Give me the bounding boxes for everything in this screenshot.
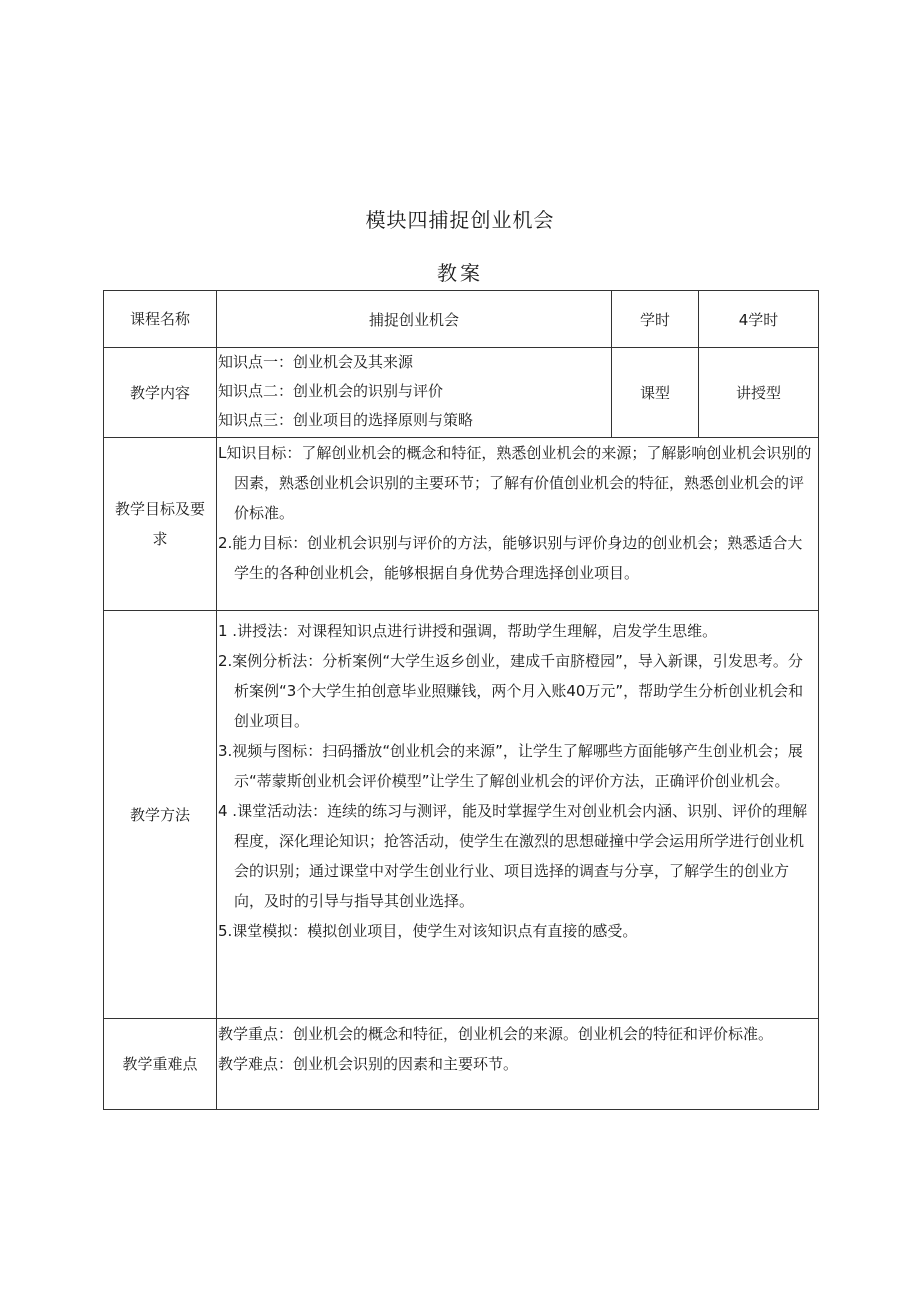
objective-item: 2.能力目标：创业机会识别与评价的方法，能够识别与评价身边的创业机会；熟悉适合大学生的各种创业机会，能够根据自身优势合理选择创业项目。	[218, 534, 803, 582]
hours-value: 4学时	[699, 291, 819, 348]
key-point-item: 教学难点：创业机会识别的因素和主要环节。	[218, 1055, 519, 1073]
table-row	[104, 348, 819, 438]
method-item: 4 .课堂活动法：连续的练习与测评，能及时掌握学生对创业机会内涵、识别、评价的理解程度，深化理论知识；抢答活动，使学生在激烈的思想碰撞中学会运用所学进行创业机会的识别；通过课堂中对学生创业行业、项目选择的调查与分享，了解学生的创业方向，及时的引导与指导其创业选择。	[218, 802, 808, 910]
teaching-method-cell	[217, 611, 819, 1019]
method-item: 1 .讲授法：对课程知识点进行讲授和强调，帮助学生理解，启发学生思维。	[218, 622, 718, 640]
course-name-label: 课程名称	[104, 291, 217, 348]
lesson-plan-table	[103, 290, 819, 1110]
content-item: 知识点三：创业项目的选择原则与策略	[218, 411, 474, 429]
objectives-label-line: 求	[152, 530, 168, 548]
teaching-content-cell	[217, 348, 612, 438]
lesson-type-value: 讲授型	[699, 348, 819, 438]
teaching-method-label: 教学方法	[104, 611, 217, 1019]
method-item: 5.课堂模拟：模拟创业项目，使学生对该知识点有直接的感受。	[218, 922, 638, 940]
key-point-item: 教学重点：创业机会的概念和特征，创业机会的来源。创业机会的特征和评价标准。	[218, 1025, 774, 1043]
table-row	[104, 438, 819, 611]
hours-label: 学时	[612, 291, 699, 348]
document-subtitle: 教案	[437, 261, 483, 285]
objectives-label	[104, 438, 217, 611]
content-item: 知识点一：创业机会及其来源	[218, 353, 414, 371]
method-item: 3.视频与图标：扫码播放“创业机会的来源”，让学生了解哪些方面能够产生创业机会；展示“蒂蒙斯创业机会评价模型”让学生了解创业机会的评价方法，正确评价创业机会。	[218, 742, 803, 790]
key-points-cell	[217, 1019, 819, 1110]
course-name-value: 捕捉创业机会	[217, 291, 612, 348]
table-row	[104, 1019, 819, 1110]
objectives-label-line: 教学目标及要	[114, 500, 205, 518]
objectives-cell	[217, 438, 819, 611]
content-item: 知识点二：创业机会的识别与评价	[218, 382, 444, 400]
method-item: 2.案例分析法：分析案例“大学生返乡创业，建成千亩脐橙园”，导入新课，引发思考。分析案例“3个大学生拍创意毕业照赚钱，两个月入账40万元”，帮助学生分析创业机会和创业项目。	[218, 652, 804, 730]
table-row	[104, 611, 819, 1019]
document-title: 模块四捕捉创业机会	[365, 208, 555, 232]
table-row	[104, 291, 819, 348]
teaching-content-label: 教学内容	[104, 348, 217, 438]
key-points-label: 教学重难点	[104, 1019, 217, 1110]
objective-item: L知识目标：了解创业机会的概念和特征，熟悉创业机会的来源；了解影响创业机会识别的因素，熟悉创业机会识别的主要环节；了解有价值创业机会的特征，熟悉创业机会的评价标准。	[218, 444, 812, 522]
lesson-type-label: 课型	[612, 348, 699, 438]
